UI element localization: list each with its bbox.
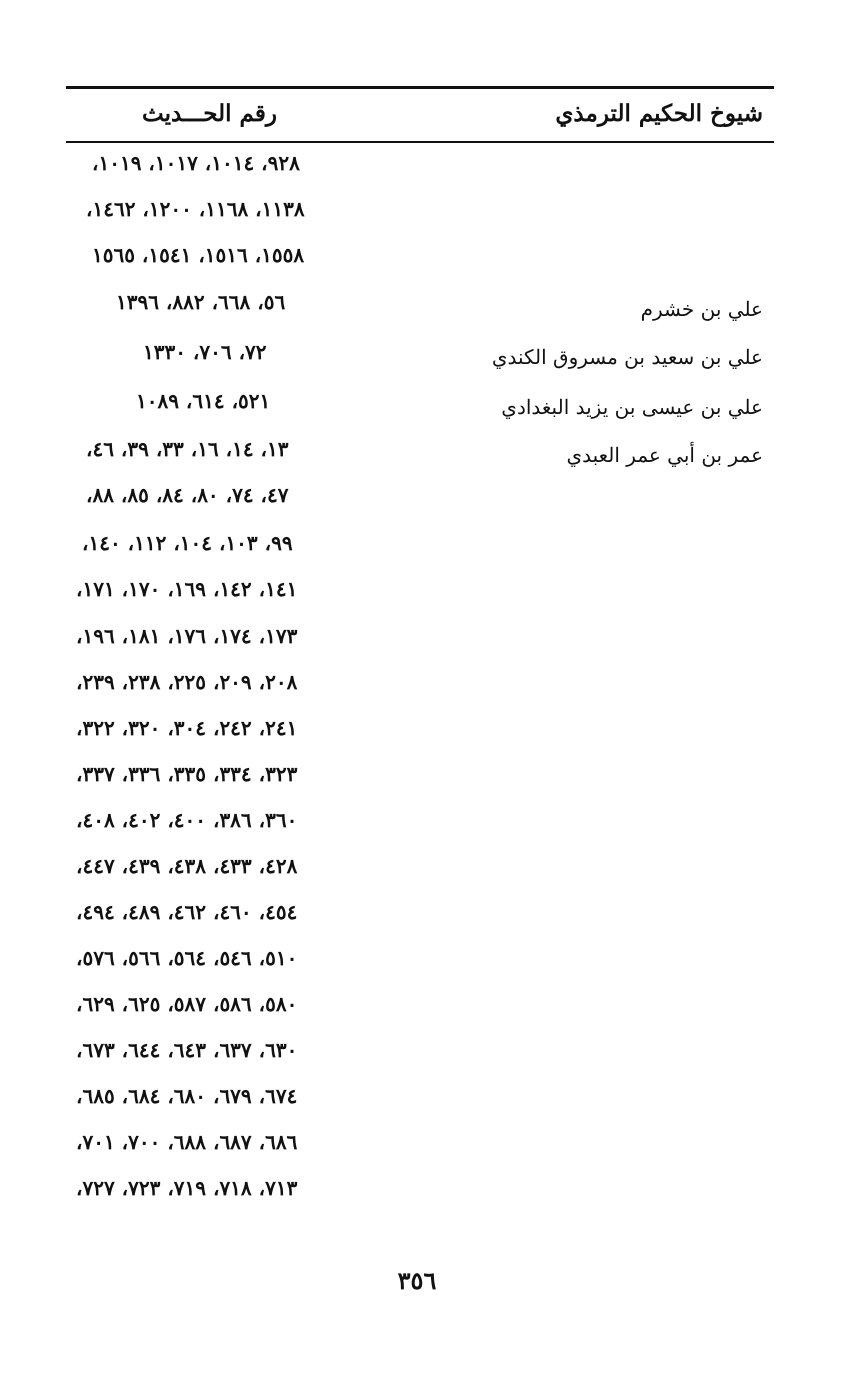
header-top-rule	[66, 86, 774, 89]
entry-numbers: ٦٨٦، ٦٨٧، ٦٨٨، ٧٠٠، ٧٠١،	[76, 1130, 298, 1154]
entry-numbers: ٧١٣، ٧١٨، ٧١٩، ٧٢٣، ٧٢٧،	[76, 1176, 298, 1200]
entry-numbers: ٩٢٨، ١٠١٤، ١٠١٧، ١٠١٩،	[92, 151, 300, 175]
entry-numbers: ٥١٠، ٥٤٦، ٥٦٤، ٥٦٦، ٥٧٦،	[76, 946, 298, 970]
page-number: ٣٥٦	[397, 1266, 437, 1295]
entry-numbers: ٤٥٤، ٤٦٠، ٤٦٢، ٤٨٩، ٤٩٤،	[76, 900, 298, 924]
entry-numbers: ١٤١، ١٤٢، ١٦٩، ١٧٠، ١٧١،	[76, 577, 298, 601]
entry-numbers: ١٣، ١٤، ١٦، ٣٣، ٣٩، ٤٦،	[86, 437, 289, 461]
entry-numbers: ٢٤١، ٢٤٢، ٣٠٤، ٣٢٠، ٣٢٢،	[76, 716, 298, 740]
entry-numbers: ١٧٣، ١٧٤، ١٧٦، ١٨١، ١٩٦،	[76, 624, 298, 648]
entry-numbers: ٧٢، ٧٠٦، ١٣٣٠	[143, 340, 267, 364]
entry-name: علي بن خشرم	[640, 297, 763, 321]
column-header-hadith-numbers: رقم الحـــديث	[142, 100, 277, 127]
entry-numbers: ٣٦٠، ٣٨٦، ٤٠٠، ٤٠٢، ٤٠٨،	[76, 808, 298, 832]
entry-numbers: ٥٨٠، ٥٨٦، ٥٨٧، ٦٢٥، ٦٢٩،	[76, 992, 298, 1016]
entry-numbers: ٦٧٤، ٦٧٩، ٦٨٠، ٦٨٤، ٦٨٥،	[76, 1084, 298, 1108]
entry-numbers: ٦٣٠، ٦٣٧، ٦٤٣، ٦٤٤، ٦٧٣،	[76, 1038, 298, 1062]
entry-numbers: ٤٧، ٧٤، ٨٠، ٨٤، ٨٥، ٨٨،	[86, 483, 289, 507]
entry-numbers: ٣٢٣، ٣٣٤، ٣٣٥، ٣٣٦، ٣٣٧،	[76, 762, 298, 786]
entry-numbers: ٥٦، ٦٦٨، ٨٨٢، ١٣٩٦	[116, 290, 286, 314]
column-header-names: شيوخ الحكيم الترمذي	[555, 100, 763, 127]
entry-name: عمر بن أبي عمر العبدي	[566, 443, 763, 467]
entry-numbers: ٤٢٨، ٤٣٣، ٤٣٨، ٤٣٩، ٤٤٧،	[76, 854, 298, 878]
entry-numbers: ٥٢١، ٦١٤، ١٠٨٩	[136, 389, 271, 413]
entry-numbers: ٩٩، ١٠٣، ١٠٤، ١١٢، ١٤٠،	[82, 531, 293, 555]
entry-name: علي بن سعيد بن مسروق الكندي	[491, 345, 763, 369]
entry-numbers: ١١٣٨، ١١٦٨، ١٢٠٠، ١٤٦٢،	[86, 197, 305, 221]
entry-name: علي بن عيسى بن يزيد البغدادي	[501, 395, 763, 419]
entry-numbers: ٢٠٨، ٢٠٩، ٢٢٥، ٢٣٨، ٢٣٩،	[76, 670, 298, 694]
header-bottom-rule	[66, 141, 774, 143]
entry-numbers: ١٥٥٨، ١٥١٦، ١٥٤١، ١٥٦٥	[92, 243, 305, 267]
